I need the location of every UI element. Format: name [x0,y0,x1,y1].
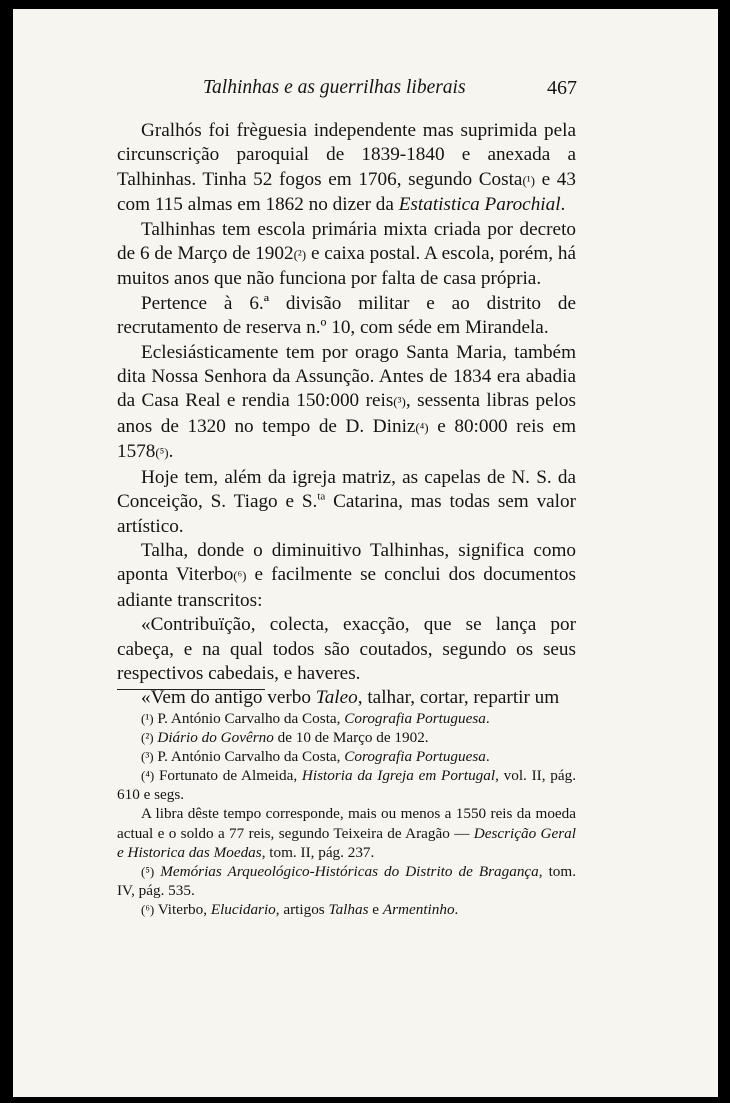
footnote-marker: (²) [141,730,154,746]
text-run: «Contribuïção, colecta, exacção, que se lança por cabeça, e na qual todos são coutados, segundo os seus respectivos cabedais, e haveres. [117,614,576,684]
footnote-6 [117,900,576,919]
text-run: , tom. II, pág. 237. [261,843,375,861]
footnote-4-continuation [117,804,576,861]
running-title: Talhinhas e as guerrilhas liberais [203,77,466,98]
text-run: Talha, donde o diminuitivo Talhinhas, significa como aponta Viterbo [117,539,576,586]
paragraph-talha [117,539,576,613]
paragraph-gralhos [117,119,576,218]
text-run: Viterbo, [154,900,211,918]
paragraph-eclesiastico [117,341,576,466]
body-text [117,119,576,711]
text-run: , vol. II, pág. 610 e segs. [117,767,577,804]
paragraph-capelas [117,466,576,539]
page-header [13,77,718,103]
text-run: e facilmente se conclui dos documentos adiante transcritos: [117,564,576,611]
text-run: P. António Carvalho da Costa, [153,710,345,727]
italic-title: Memórias Arqueológico-Históricas do Distrito de Bragança [154,862,539,880]
italic-title: Elucidario [210,900,276,918]
footnote-ref: (³) [393,394,406,410]
text-run: Hoje tem, além da igreja matriz, as capelas de N. S. da Conceição, S. Tiago e S. [117,466,576,513]
footnote-2 [117,728,576,747]
text-run: Fortunato de Almeida, [154,767,302,785]
footnote-marker: (⁵) [141,863,155,879]
italic-title: Descrição Geral e Historica das Moedas [117,824,576,861]
text-run: . [168,441,174,463]
text-run: Talhinhas tem escola primária mixta criada por decreto de 6 de Março de 1902 [117,218,576,265]
footnote-marker: (⁶) [141,901,155,917]
text-run: Catarina, mas todas sem valor artístico. [117,491,576,537]
text-run: Gralhós foi frèguesia independente mas suprimida pela circunscrição paroquial de 1839-1840 e anexada a Talhinhas. Tinha 52 fogos em 1706, segundo Costa [117,120,576,190]
text-run: A libra dêste tempo corresponde, mais ou menos a 1550 reis da moeda actual e o soldo a 77 reis, segundo Teixeira de Aragão — [117,805,576,842]
italic-title: Armentinho [382,900,455,918]
text-run: e [368,900,383,918]
text-run: «Vem do antigo verbo [141,687,316,709]
italic-title: Estatistica Parochial [398,194,561,216]
text-run: . [485,748,490,766]
footnote-ref: (¹) [522,172,535,188]
text-run: e caixa postal. A escola, porém, há muitos anos que não funciona por falta de casa própria. [117,243,576,290]
italic-word: Taleo [315,687,358,709]
text-run: Eclesiásticamente tem por orago Santa Maria, também dita Nossa Senhora da Assunção. Antes de 1834 era abadia da Casa Real e rendia 150:000 reis [117,341,576,412]
footnote-ref: (²) [293,247,307,263]
superscript: ta [317,490,326,503]
footnote-1 [117,709,576,728]
text-run: . [454,900,459,918]
text-run: de 10 de Março de 1902. [273,729,429,747]
italic-title: Corografia Portuguesa [344,710,486,727]
text-run: , talhar, cortar, repartir um [357,687,560,709]
italic-title: Historia da Igreja em Portugal [301,767,496,785]
text-run: Pertence à 6.ª divisão militar e ao distrito de recrutamento de reserva n.º 10, com séde em Mirandela. [117,292,576,339]
page-number: 467 [547,77,577,99]
footnote-3 [117,747,576,766]
text-run: , artigos [275,900,329,918]
paragraph-divisao-militar [117,292,576,341]
text-run: . [560,194,566,216]
italic-title: Talhas [328,900,369,918]
footnote-rule [117,689,265,690]
text-run: , tom. IV, pág. 535. [117,862,576,899]
italic-title: Diário do Govêrno [153,729,274,747]
paragraph-escola [117,218,576,292]
book-page [13,9,718,1097]
footnote-5 [117,862,576,900]
footnote-ref: (⁶) [233,568,247,584]
footnotes [117,709,576,919]
italic-title: Corografia Portuguesa [344,748,486,766]
footnote-marker: (³) [141,749,154,765]
text-run: , sessenta libras pelos anos de 1320 no tempo de D. Diniz [117,390,576,437]
footnote-ref: (⁵) [155,445,169,461]
footnote-4 [117,766,576,804]
paragraph-quote-contribuicao [117,613,576,686]
footnote-marker: (⁴) [141,768,155,784]
text-run: . [485,710,490,727]
paragraph-quote-taleo [117,686,576,710]
text-run: e 43 com 115 almas em 1862 no dizer da [117,168,576,216]
footnote-ref: (⁴) [415,419,429,435]
text-run: e 80:000 reis em 1578 [117,415,576,463]
text-run: P. António Carvalho da Costa, [153,748,345,766]
footnote-marker: (¹) [141,711,154,726]
